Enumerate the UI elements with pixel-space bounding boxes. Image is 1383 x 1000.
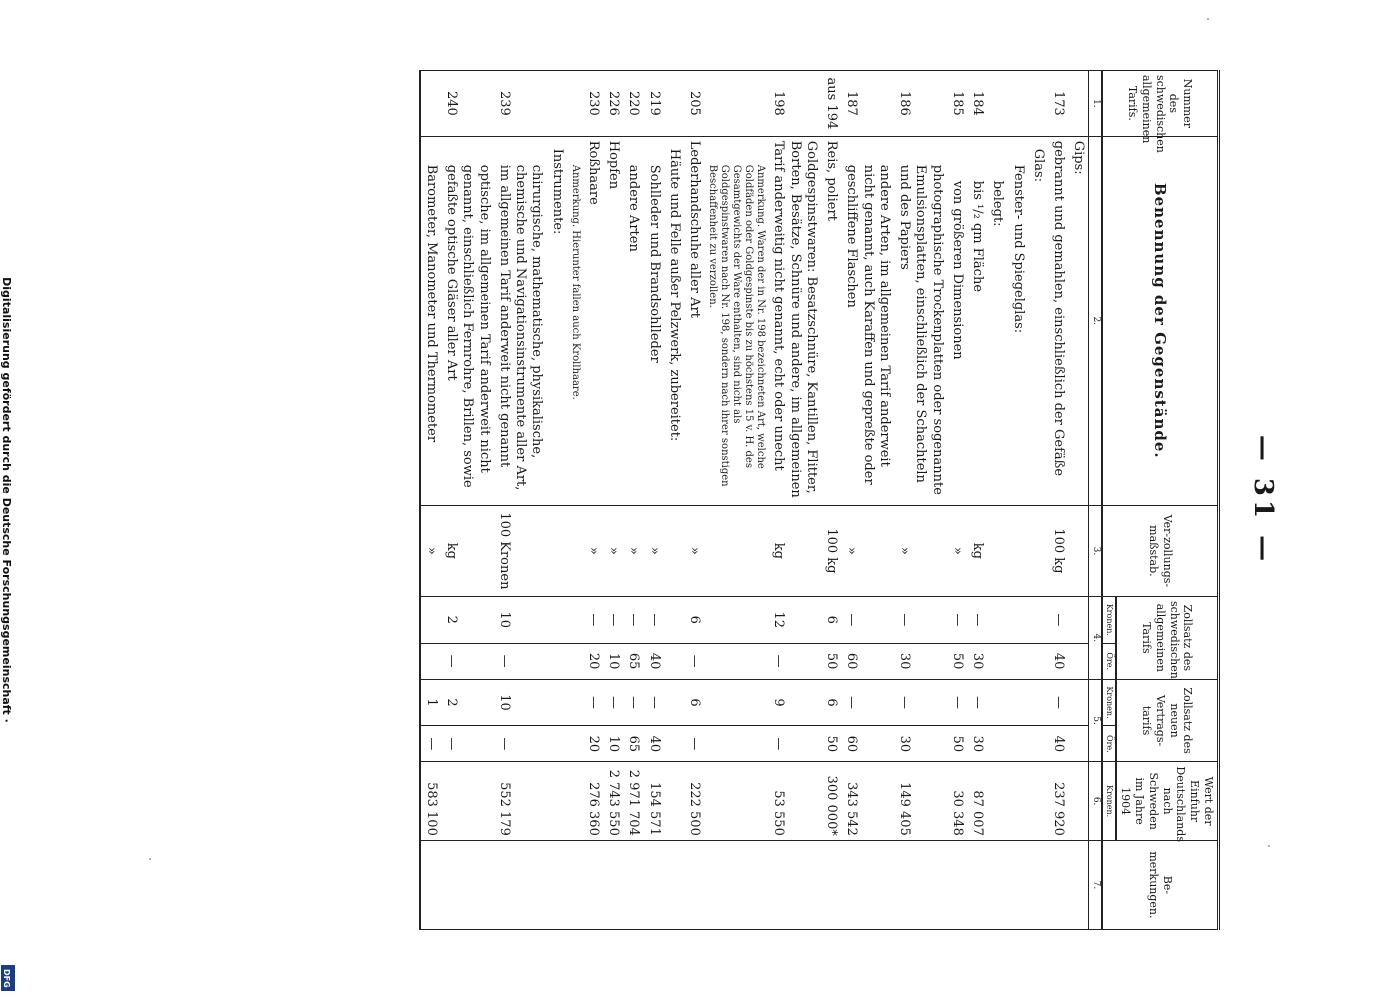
- table-row: [987, 71, 1007, 930]
- treaty-kronen: —: [644, 679, 664, 726]
- item-description: Reis, poliert: [821, 136, 841, 505]
- general-kronen: [1028, 596, 1048, 643]
- subheader-kronen: Kronen.: [1102, 596, 1116, 643]
- remarks: [1028, 840, 1048, 929]
- treaty-ore: 30: [967, 726, 987, 762]
- column-number: 3.: [1089, 505, 1102, 596]
- duty-unit: kg: [967, 505, 987, 596]
- import-value: 30 348: [947, 762, 967, 840]
- tariff-number: aus 194: [821, 71, 841, 137]
- general-ore: [547, 643, 567, 679]
- remarks: [821, 840, 841, 929]
- item-description: Fenster- und Spiegelglas:: [1008, 136, 1028, 505]
- note-row: [704, 71, 768, 930]
- header-treaty-tariff: Zollsatz des neuen Vertrags-tarifs: [1116, 679, 1219, 762]
- general-kronen: —: [947, 596, 967, 643]
- duty-unit: »: [894, 505, 947, 596]
- tariff-number: [704, 71, 768, 137]
- duty-unit: »: [841, 505, 894, 596]
- item-description: Goldgespinstwaren: Besatzschnüre, Kantillen, Flitter, Borten, Besätze, Schnüre und andere, im allgemeinen Tarif anderweitig nicht genannt, echt oder unecht: [768, 136, 821, 505]
- item-description: Häute und Felle außer Pelzwerk, zubereitet:: [664, 136, 684, 505]
- treaty-kronen: [987, 679, 1007, 726]
- duty-unit: [704, 505, 768, 596]
- treaty-kronen: —: [1048, 679, 1068, 726]
- treaty-kronen: [547, 679, 567, 726]
- duty-unit: [1068, 505, 1089, 596]
- general-kronen: —: [603, 596, 623, 643]
- treaty-kronen: 10: [494, 679, 547, 726]
- import-value: 53 550: [768, 762, 821, 840]
- import-value: [1008, 762, 1028, 840]
- tariff-number: [547, 71, 567, 137]
- general-kronen: 12: [768, 596, 821, 643]
- tariff-number: [664, 71, 684, 137]
- item-description: belegt:: [987, 136, 1007, 505]
- treaty-ore: 50: [821, 726, 841, 762]
- tariff-number: 239: [494, 71, 547, 137]
- table-row: [768, 71, 821, 930]
- remarks: [583, 840, 603, 929]
- treaty-ore: 20: [583, 726, 603, 762]
- import-value: 300 000*: [821, 762, 841, 840]
- treaty-kronen: [1068, 679, 1089, 726]
- general-kronen: —: [1048, 596, 1068, 643]
- general-ore: [420, 643, 441, 679]
- general-ore: 50: [947, 643, 967, 679]
- import-value: 2 971 704: [623, 762, 643, 840]
- treaty-kronen: 2: [441, 679, 494, 726]
- general-kronen: 6: [821, 596, 841, 643]
- header-remarks: Be-merkungen.: [1102, 840, 1219, 929]
- table-row: [1068, 71, 1089, 930]
- general-ore: 40: [644, 643, 664, 679]
- table-row: [1028, 71, 1048, 930]
- general-ore: 40: [1048, 643, 1068, 679]
- duty-unit: »: [420, 505, 441, 596]
- item-description: Barometer, Manometer und Thermometer: [420, 136, 441, 505]
- general-kronen: —: [841, 596, 894, 643]
- import-value: 87 007: [967, 762, 987, 840]
- remarks: [1008, 840, 1028, 929]
- general-ore: 65: [623, 643, 643, 679]
- import-value: [664, 762, 684, 840]
- item-description: Glas:: [1028, 136, 1048, 505]
- duty-unit: »: [644, 505, 664, 596]
- header-general-tariff: Zollsatz des schwedischen allgemeinen Tarifs: [1116, 596, 1219, 679]
- general-ore: [987, 643, 1007, 679]
- item-description: von größeren Dimensionen: [947, 136, 967, 505]
- treaty-kronen: —: [894, 679, 947, 726]
- treaty-ore: 40: [644, 726, 664, 762]
- item-description: Roßhaare: [583, 136, 603, 505]
- import-value: [547, 762, 567, 840]
- column-number: 6.: [1089, 762, 1102, 840]
- header-description: [1102, 136, 1219, 505]
- tariff-number: [1008, 71, 1028, 137]
- treaty-ore: [704, 726, 768, 762]
- column-number: 7.: [1089, 840, 1102, 929]
- remarks: [644, 840, 664, 929]
- page-number: — 31 —: [1248, 434, 1278, 566]
- table-row: [1048, 71, 1068, 930]
- remarks: [567, 840, 583, 929]
- tariff-number: 198: [768, 71, 821, 137]
- import-value: 583 100: [420, 762, 441, 840]
- general-ore: 50: [821, 643, 841, 679]
- duty-unit: [1028, 505, 1048, 596]
- import-value: 222 500: [684, 762, 704, 840]
- general-ore: 30: [967, 643, 987, 679]
- remarks: [1048, 840, 1068, 929]
- table-row: [644, 71, 664, 930]
- subheader-kronen-value: Kronen.: [1102, 762, 1116, 840]
- tariff-number: 240: [441, 71, 494, 137]
- header-unit: Ver-zollungs-maßstab.: [1102, 505, 1219, 596]
- duty-unit: [664, 505, 684, 596]
- subheader-kronen: Kronen.: [1102, 679, 1116, 726]
- duty-unit: 100 kg: [1048, 505, 1068, 596]
- tariff-table-body: [420, 71, 1089, 930]
- table-row: [664, 71, 684, 930]
- general-ore: [1068, 643, 1089, 679]
- treaty-ore: 50: [947, 726, 967, 762]
- tariff-number: [1068, 71, 1089, 137]
- remarks: [1068, 840, 1089, 929]
- import-value: 149 405: [894, 762, 947, 840]
- import-value: [441, 762, 494, 840]
- import-value: 154 571: [644, 762, 664, 840]
- general-ore: —: [494, 643, 547, 679]
- item-description: photographische Trockenplatten oder sogenannte Emulsionsplatten, einschließlich der Schachteln und des Papiers: [894, 136, 947, 505]
- tariff-table: [419, 70, 1220, 930]
- duty-unit: [547, 505, 567, 596]
- treaty-ore: —: [494, 726, 547, 762]
- item-description: andere Arten, im allgemeinen Tarif anderweit nicht genannt, auch Karaffen und gepreßte oder geschliffene Flaschen: [841, 136, 894, 505]
- treaty-ore: [1068, 726, 1089, 762]
- treaty-ore: [987, 726, 1007, 762]
- item-description: Instrumente:: [547, 136, 567, 505]
- table-row: [821, 71, 841, 930]
- subheader-ore: Öre.: [1102, 726, 1116, 762]
- general-kronen: —: [644, 596, 664, 643]
- treaty-ore: [547, 726, 567, 762]
- table-row: [603, 71, 623, 930]
- import-value: 237 920: [1048, 762, 1068, 840]
- item-description: gebrannt und gemahlen, einschließlich der Gefäße: [1048, 136, 1068, 505]
- tariff-number: 220: [623, 71, 643, 137]
- general-kronen: 2: [441, 596, 494, 643]
- item-description: chirurgische, mathematische, physikalische, chemische und Navigationsinstrumente aller Art, im allgemeinen Tarif anderweit nicht genannt: [494, 136, 547, 505]
- general-kronen: [664, 596, 684, 643]
- import-value: 2 743 550: [603, 762, 623, 840]
- duty-unit: [1008, 505, 1028, 596]
- table-row: [684, 71, 704, 930]
- general-kronen: [704, 596, 768, 643]
- duty-unit: [567, 505, 583, 596]
- duty-unit: kg: [768, 505, 821, 596]
- import-value: 276 360: [583, 762, 603, 840]
- treaty-kronen: [704, 679, 768, 726]
- tariff-number: [1028, 71, 1048, 137]
- item-description: Anmerkung. Hierunter fallen auch Krollhaare.: [567, 136, 583, 505]
- tariff-number: 226: [603, 71, 623, 137]
- general-ore: [1028, 643, 1048, 679]
- digitization-credit: Digitalisierung gefördert durch die Deutsche Forschungsgemeinschaft ·: [0, 277, 13, 723]
- duty-unit: [987, 505, 1007, 596]
- table-row: [583, 71, 603, 930]
- remarks: [704, 840, 768, 929]
- general-kronen: [567, 596, 583, 643]
- treaty-kronen: —: [603, 679, 623, 726]
- duty-unit: »: [603, 505, 623, 596]
- import-value: [1068, 762, 1089, 840]
- general-ore: 10: [603, 643, 623, 679]
- header-import-value: Wert der Einfuhr Deutschlands nach Schweden im Jahre 1904: [1116, 762, 1219, 840]
- treaty-ore: [1008, 726, 1028, 762]
- general-kronen: [1008, 596, 1028, 643]
- general-kronen: —: [894, 596, 947, 643]
- treaty-ore: —: [684, 726, 704, 762]
- general-ore: 20: [583, 643, 603, 679]
- table-row: [947, 71, 967, 930]
- item-description: Sohlleder und Brandsohlleder: [644, 136, 664, 505]
- treaty-ore: —: [441, 726, 494, 762]
- treaty-ore: [664, 726, 684, 762]
- item-description: Anmerkung. Waren der in Nr. 198 bezeichneten Art, welche Goldfäden oder Goldgespinste bis zu höchstens 15 v. H. des Gesamtgewichts der Ware enthalten, sind nicht als Goldgespinstwaren nach Nr. 198, sondern nach ihrer sonstigen Beschaffenheit zu verzollen.: [704, 136, 768, 505]
- general-ore: 30: [894, 643, 947, 679]
- tariff-number: 184: [967, 71, 987, 137]
- table-row: [494, 71, 547, 930]
- duty-unit: kg: [441, 505, 494, 596]
- scan-speck: [1207, 18, 1209, 20]
- treaty-ore: —: [420, 726, 441, 762]
- duty-unit: »: [623, 505, 643, 596]
- general-kronen: —: [583, 596, 603, 643]
- remarks: [603, 840, 623, 929]
- general-ore: [1008, 643, 1028, 679]
- table-row: [841, 71, 894, 930]
- general-kronen: [420, 596, 441, 643]
- remarks: [987, 840, 1007, 929]
- remarks: [494, 840, 547, 929]
- header-description-text: Benennung der Gegenstände.: [1151, 182, 1170, 459]
- general-ore: [567, 643, 583, 679]
- import-value: 343 542: [841, 762, 894, 840]
- remarks: [684, 840, 704, 929]
- treaty-kronen: 1: [420, 679, 441, 726]
- general-kronen: —: [967, 596, 987, 643]
- treaty-kronen: 6: [684, 679, 704, 726]
- remarks: [768, 840, 821, 929]
- item-description: Gips:: [1068, 136, 1089, 505]
- import-value: [704, 762, 768, 840]
- treaty-ore: —: [768, 726, 821, 762]
- treaty-ore: 65: [623, 726, 643, 762]
- remarks: [547, 840, 567, 929]
- item-description: Hopfen: [603, 136, 623, 505]
- table-row: [547, 71, 567, 930]
- duty-unit: »: [583, 505, 603, 596]
- table-row: [441, 71, 494, 930]
- general-kronen: 6: [684, 596, 704, 643]
- treaty-ore: 60: [841, 726, 894, 762]
- general-kronen: [1068, 596, 1089, 643]
- tariff-number: 185: [947, 71, 967, 137]
- remarks: [947, 840, 967, 929]
- tariff-number: [420, 71, 441, 137]
- tariff-number: 205: [684, 71, 704, 137]
- treaty-kronen: [1008, 679, 1028, 726]
- duty-unit: »: [684, 505, 704, 596]
- tariff-number: 187: [841, 71, 894, 137]
- column-number-row: [1089, 71, 1102, 930]
- dfg-logo: DFG: [1, 965, 15, 991]
- general-ore: [704, 643, 768, 679]
- column-number: 2.: [1089, 136, 1102, 505]
- import-value: 552 179: [494, 762, 547, 840]
- treaty-ore: [567, 726, 583, 762]
- subheader-ore: Öre.: [1102, 643, 1116, 679]
- note-row: [567, 71, 583, 930]
- treaty-ore: 10: [603, 726, 623, 762]
- treaty-kronen: 6: [821, 679, 841, 726]
- general-ore: [664, 643, 684, 679]
- duty-unit: 100 kg: [821, 505, 841, 596]
- general-ore: —: [768, 643, 821, 679]
- tariff-number: 219: [644, 71, 664, 137]
- table-row: [967, 71, 987, 930]
- treaty-kronen: —: [947, 679, 967, 726]
- header-tariff-number: Nummer des schwedischen allgemeinen Tarifs.: [1102, 71, 1219, 137]
- treaty-kronen: [1028, 679, 1048, 726]
- general-kronen: [547, 596, 567, 643]
- rotated-document-page: [128, 70, 1278, 930]
- item-description: optische, im allgemeinen Tarif anderweit nicht genannt, einschließlich Fernrohre, Brillen, sowie gefaßte optische Gläser aller Art: [441, 136, 494, 505]
- treaty-kronen: [567, 679, 583, 726]
- general-kronen: [987, 596, 1007, 643]
- tariff-number: 186: [894, 71, 947, 137]
- duty-unit: »: [947, 505, 967, 596]
- general-ore: —: [441, 643, 494, 679]
- import-value: [987, 762, 1007, 840]
- general-ore: 60: [841, 643, 894, 679]
- treaty-ore: [1028, 726, 1048, 762]
- duty-unit: 100 Kronen: [494, 505, 547, 596]
- treaty-ore: 40: [1048, 726, 1068, 762]
- table-row: [1008, 71, 1028, 930]
- item-description: andere Arten: [623, 136, 643, 505]
- treaty-ore: 30: [894, 726, 947, 762]
- column-number: 1.: [1089, 71, 1102, 137]
- tariff-number: 230: [583, 71, 603, 137]
- item-description: bis ¹/₂ qm Fläche: [967, 136, 987, 505]
- treaty-kronen: 9: [768, 679, 821, 726]
- remarks: [841, 840, 894, 929]
- treaty-kronen: [664, 679, 684, 726]
- table-row: [894, 71, 947, 930]
- tariff-number: 173: [1048, 71, 1068, 137]
- remarks: [967, 840, 987, 929]
- general-kronen: —: [623, 596, 643, 643]
- treaty-kronen: —: [583, 679, 603, 726]
- treaty-kronen: —: [967, 679, 987, 726]
- treaty-kronen: —: [623, 679, 643, 726]
- column-number: 5.: [1089, 679, 1102, 762]
- remarks: [894, 840, 947, 929]
- remarks: [664, 840, 684, 929]
- general-ore: —: [684, 643, 704, 679]
- general-kronen: 10: [494, 596, 547, 643]
- treaty-kronen: —: [841, 679, 894, 726]
- import-value: [567, 762, 583, 840]
- tariff-number: [987, 71, 1007, 137]
- tariff-number: [567, 71, 583, 137]
- import-value: [1028, 762, 1048, 840]
- table-row: [420, 71, 441, 930]
- remarks: [623, 840, 643, 929]
- table-header-row: [1116, 71, 1219, 930]
- item-description: Lederhandschuhe aller Art: [684, 136, 704, 505]
- remarks: [441, 840, 494, 929]
- column-number: 4.: [1089, 596, 1102, 679]
- remarks: [420, 840, 441, 929]
- table-row: [623, 71, 643, 930]
